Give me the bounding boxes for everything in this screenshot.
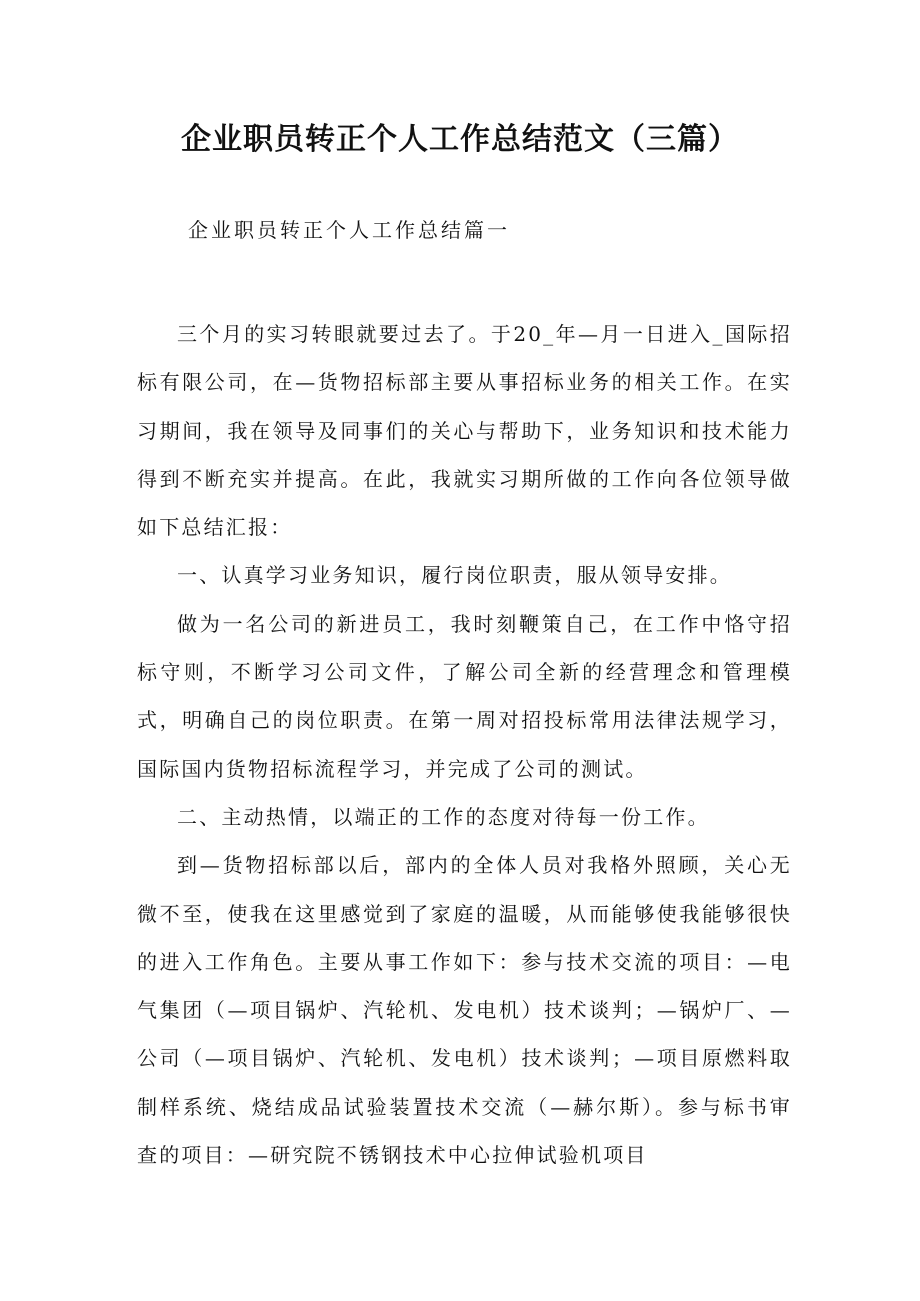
document-title: 企业职员转正个人工作总结范文（三篇） [181,122,739,157]
section-heading-2: 二、主动热情，以端正的工作的态度对待每一份工作。 [177,804,710,829]
section-subtitle: 企业职员转正个人工作总结篇一 [188,218,510,242]
paragraph-study: 做为一名公司的新进员工，我时刻鞭策自己，在工作中恪守招标守则，不断学习公司文件，了解公司全新的经营理念和管理模式，明确自己的岗位职责。在第一周对招投标常用法律法规学习，国际国内货物招标流程学习，并完成了公司的测试。 [137,611,792,781]
section-heading-1: 一、认真学习业务知识，履行岗位职责，服从领导安排。 [177,563,732,588]
paragraph-intro: 三个月的实习转眼就要过去了。于20_年—月一日进入_国际招标有限公司，在—货物招标部主要从事招标业务的相关工作。在实习期间，我在领导及同事们的关心与帮助下，业务知识和技术能力得到不断充实并提高。在此，我就实习期所做的工作向各位领导做如下总结汇报： [137,322,792,540]
paragraph-work: 到—货物招标部以后，部内的全体人员对我格外照顾，关心无微不至，使我在这里感觉到了家庭的温暖，从而能够使我能够很快的进入工作角色。主要从事工作如下：参与技术交流的项目：—电气集团（—项目锅炉、汽轮机、发电机）技术谈判；—锅炉厂、—公司（—项目锅炉、汽轮机、发电机）技术谈判；—项目原燃料取制样系统、烧结成品试验装置技术交流（—赫尔斯）。参与标书审查的项目：—研究院不锈钢技术中心拉伸试验机项目 [137,853,792,1168]
document-body [137,310,792,1179]
